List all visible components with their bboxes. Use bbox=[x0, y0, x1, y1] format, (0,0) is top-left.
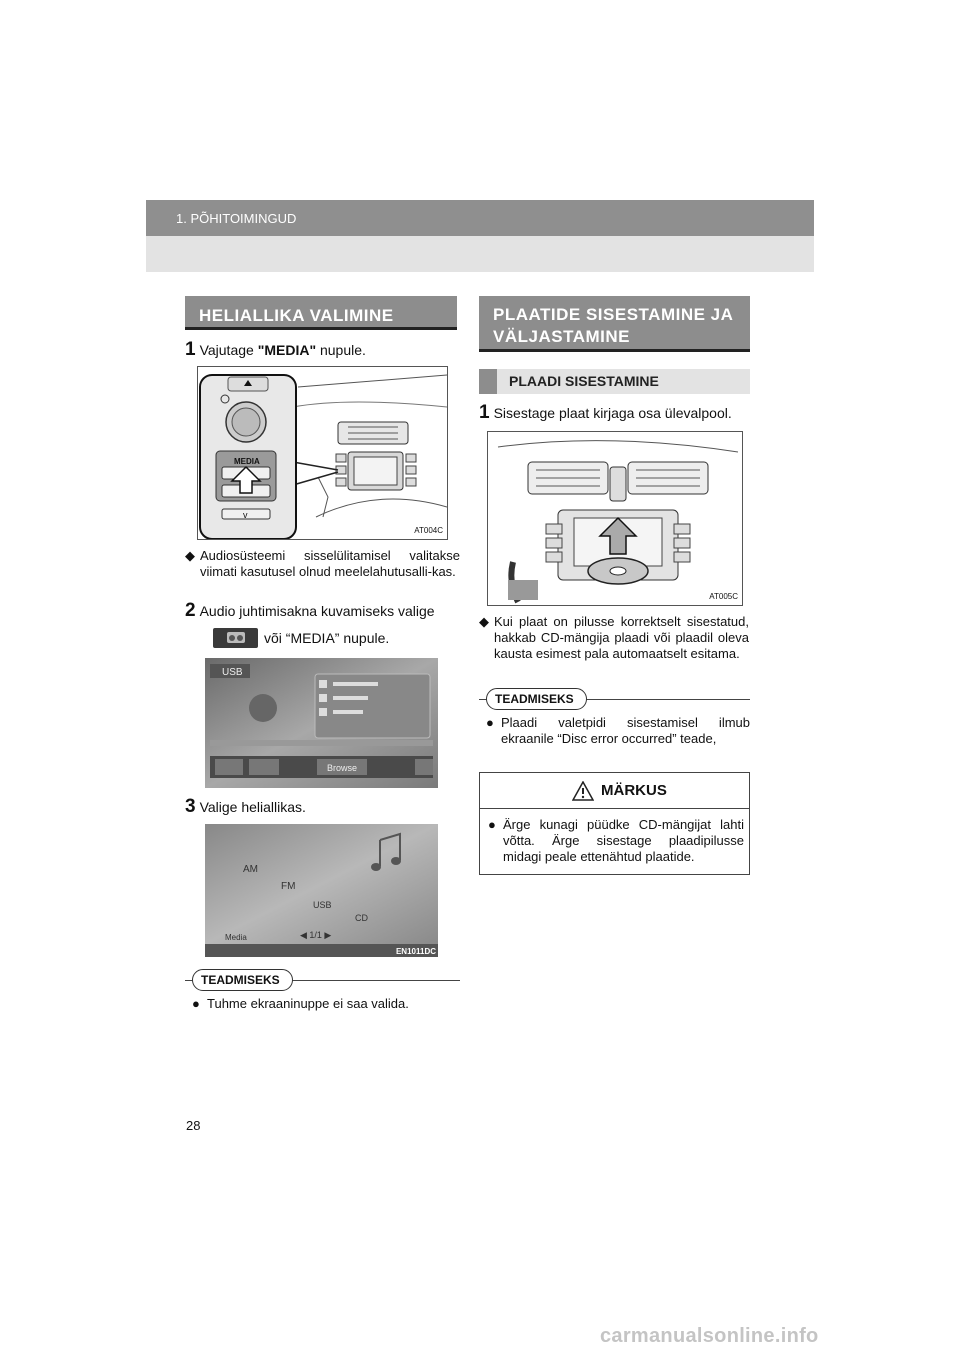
step-2-text-after: või “MEDIA” nupule. bbox=[264, 630, 390, 646]
section-title-line2: VÄLJASTAMINE bbox=[493, 327, 630, 346]
step-text: Valige heliallikas. bbox=[199, 799, 306, 815]
section-title-heliallika: HELIALLIKA VALIMINE bbox=[185, 296, 457, 330]
markus-label: MÄRKUS bbox=[601, 782, 667, 799]
teadmiseks-label-right: TEADMISEKS bbox=[486, 688, 587, 710]
bullet-circle-icon: ● bbox=[192, 996, 200, 1011]
svg-text:CD: CD bbox=[355, 913, 368, 923]
note-audio-on bbox=[185, 548, 460, 580]
subsection-title: PLAADI SISESTAMINE bbox=[509, 373, 659, 389]
bullet-diamond-icon: ◆ bbox=[479, 614, 489, 629]
subsection-marker bbox=[479, 369, 497, 394]
note-text: Audiosüsteemi sisselülitamisel valitakse viimati kasutusel olnud meelelahutusalli-kas. bbox=[200, 548, 460, 579]
figure-source-screen bbox=[205, 824, 438, 957]
media-keyword: "MEDIA" bbox=[257, 342, 317, 358]
teadmiseks-text: Tuhme ekraaninuppe ei saa valida. bbox=[207, 996, 409, 1011]
dashboard-illustration bbox=[198, 367, 447, 539]
svg-text:v: v bbox=[243, 510, 248, 520]
figure-code: AT005C bbox=[709, 592, 738, 601]
figure-cd-insert bbox=[487, 431, 743, 606]
section-title-line1: PLAATIDE SISESTAMINE JA bbox=[493, 305, 734, 324]
svg-text:Media: Media bbox=[225, 933, 247, 942]
figure-code: EN1011DC bbox=[395, 947, 436, 956]
svg-text:USB: USB bbox=[222, 667, 243, 678]
svg-text:USB: USB bbox=[313, 900, 332, 910]
subsection-plaadi-sisestamine bbox=[479, 369, 750, 394]
bullet-diamond-icon: ◆ bbox=[185, 548, 195, 563]
teadmiseks-label: TEADMISEKS bbox=[192, 969, 293, 991]
page-number: 28 bbox=[186, 1118, 201, 1133]
svg-text:AM: AM bbox=[243, 864, 258, 875]
step-1-right bbox=[479, 403, 759, 423]
teadmiseks-item bbox=[192, 996, 460, 1012]
header-subband bbox=[146, 236, 814, 272]
svg-text:◀ 1/1 ▶: ◀ 1/1 ▶ bbox=[300, 930, 332, 940]
note-cd-autoplay bbox=[479, 614, 749, 662]
teadmiseks-text: Plaadi valetpidi sisestamisel ilmub ekraanile “Disc error occurred” teade, bbox=[501, 715, 750, 746]
note-text: Kui plaat on pilusse korrektselt sisestatud, hakkab CD-mängija plaadi või plaadil oleva kausta esimest pala automaatselt esitama. bbox=[494, 614, 749, 661]
markus-header bbox=[480, 773, 749, 809]
figure-dashboard-media bbox=[197, 366, 448, 540]
chapter-title: 1. PÕHITOIMINGUD bbox=[176, 211, 297, 226]
step-number: 1 bbox=[479, 402, 490, 423]
markus-text: Ärge kunagi püüdke CD-mängijat lahti võtta. Ärge sisestage plaadipilusse midagi peale ettenähtud plaatide. bbox=[503, 817, 744, 864]
step-text: Sisestage plaat kirjaga osa ülevalpool. bbox=[493, 405, 732, 421]
section-title-plaatide bbox=[479, 296, 750, 352]
audio-screen-button-icon bbox=[213, 628, 258, 648]
bullet-circle-icon: ● bbox=[488, 817, 496, 832]
step-text: Audio juhtimisakna kuvamiseks valige bbox=[199, 603, 435, 619]
watermark: carmanualsonline.info bbox=[600, 1325, 819, 1347]
markus-box bbox=[479, 772, 750, 875]
step-number: 1 bbox=[185, 339, 196, 360]
step-1-left bbox=[185, 340, 460, 360]
step-2-left bbox=[185, 601, 465, 621]
figure-code: AT004C bbox=[414, 526, 443, 535]
step-text-end: nupule. bbox=[316, 342, 366, 358]
svg-text:Browse: Browse bbox=[327, 763, 358, 773]
figure-usb-screen bbox=[205, 658, 438, 788]
bullet-circle-icon: ● bbox=[486, 715, 494, 730]
step-3-left bbox=[185, 797, 460, 817]
media-button-label: MEDIA bbox=[234, 457, 260, 466]
teadmiseks-item-right bbox=[486, 715, 750, 747]
cd-insert-illustration bbox=[488, 432, 742, 605]
step-text: Vajutage bbox=[199, 342, 258, 358]
warning-triangle-icon bbox=[572, 781, 594, 801]
markus-item bbox=[488, 817, 744, 865]
svg-text:FM: FM bbox=[281, 881, 296, 892]
step-number: 2 bbox=[185, 600, 196, 621]
step-number: 3 bbox=[185, 796, 196, 817]
